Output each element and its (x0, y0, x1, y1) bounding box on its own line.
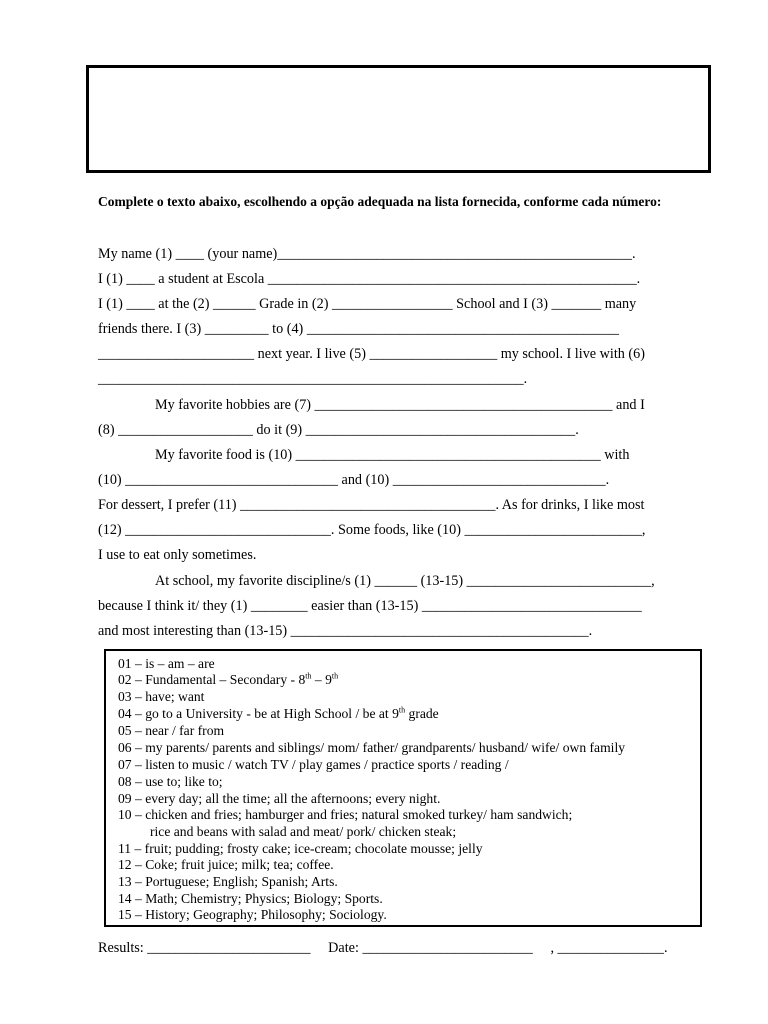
text-line: (10) ______________________________ and (10) ______________________________. (98, 472, 610, 488)
instructions: Complete o texto abaixo, escolhendo a opção adequada na lista fornecida, conforme cada número: (98, 194, 662, 209)
text-line: For dessert, I prefer (11) ____________________________________. As for drinks, I like most (98, 497, 645, 513)
text-line: because I think it/ they (1) ________ easier than (13-15) _______________________________ (98, 598, 642, 614)
option-item: 10 – chicken and fries; hamburger and fries; natural smoked turkey/ ham sandwich; (118, 807, 573, 822)
text-line: and most interesting than (13-15) __________________________________________. (98, 623, 593, 639)
text-line: My favorite hobbies are (7) __________________________________________ and I (155, 397, 645, 413)
option-item: 04 – go to a University - be at High School / be at 9th grade (118, 705, 439, 721)
text-line: ____________________________________________________________. (98, 371, 528, 387)
text-line: (8) ___________________ do it (9) ______________________________________. (98, 422, 579, 438)
option-item: 02 – Fundamental – Secondary - 8th – 9th (118, 671, 339, 687)
option-item: 13 – Portuguese; English; Spanish; Arts. (118, 874, 338, 889)
header-box (86, 65, 711, 173)
text-line: My favorite food is (10) ___________________________________________ with (155, 447, 630, 463)
option-item: 08 – use to; like to; (118, 774, 223, 789)
results-field: Results: _______________________ (98, 940, 311, 956)
option-item: 03 – have; want (118, 689, 205, 704)
option-item: rice and beans with salad and meat/ pork/ chicken steak; (150, 824, 457, 839)
text-line: I (1) ____ at the (2) ______ Grade in (2) _________________ School and I (3) _______ many (98, 296, 637, 312)
date-field: Date: ________________________ (328, 940, 533, 956)
footer (98, 940, 667, 957)
text-line: (12) _____________________________. Some foods, like (10) _________________________, (98, 522, 646, 538)
date-tail: , _______________. (550, 940, 668, 956)
option-item: 06 – my parents/ parents and siblings/ mom/ father/ grandparents/ husband/ wife/ own family (118, 740, 626, 755)
text-line: I use to eat only sometimes. (98, 547, 257, 563)
text-line: At school, my favorite discipline/s (1) ______ (13-15) __________________________, (155, 573, 655, 589)
option-item: 12 – Coke; fruit juice; milk; tea; coffee. (118, 857, 334, 872)
text-line: friends there. I (3) _________ to (4) ____________________________________________ (98, 321, 619, 337)
option-item: 05 – near / far from (118, 723, 225, 738)
option-item: 15 – History; Geography; Philosophy; Sociology. (118, 907, 387, 922)
text-line: I (1) ____ a student at Escola ____________________________________________________. (98, 271, 641, 287)
text-line: My name (1) ____ (your name)__________________________________________________. (98, 246, 636, 262)
option-item: 01 – is – am – are (118, 656, 215, 671)
option-item: 09 – every day; all the time; all the afternoons; every night. (118, 791, 441, 806)
option-item: 11 – fruit; pudding; frosty cake; ice-cream; chocolate mousse; jelly (118, 841, 483, 856)
text-line: ______________________ next year. I live (5) __________________ my school. I live with (6) (98, 346, 645, 362)
option-item: 14 – Math; Chemistry; Physics; Biology; Sports. (118, 891, 383, 906)
option-item: 07 – listen to music / watch TV / play games / practice sports / reading / (118, 757, 509, 772)
